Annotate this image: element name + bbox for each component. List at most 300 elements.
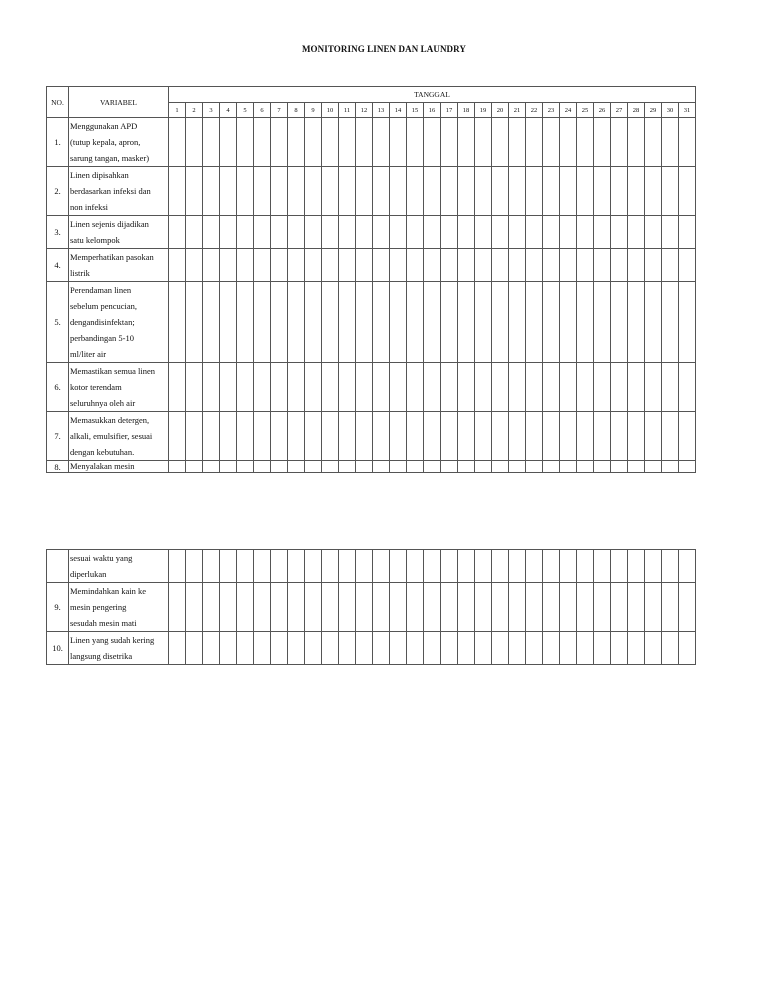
check-cell-day-19[interactable]	[475, 412, 492, 461]
check-cell-day-31[interactable]	[679, 167, 696, 216]
check-cell-day-4[interactable]	[220, 118, 237, 167]
check-cell-day-1[interactable]	[169, 363, 186, 412]
check-cell-day-1[interactable]	[169, 550, 186, 583]
check-cell-day-22[interactable]	[526, 118, 543, 167]
check-cell-day-18[interactable]	[458, 118, 475, 167]
check-cell-day-13[interactable]	[373, 118, 390, 167]
check-cell-day-14[interactable]	[390, 282, 407, 363]
check-cell-day-12[interactable]	[356, 282, 373, 363]
check-cell-day-2[interactable]	[186, 363, 203, 412]
check-cell-day-27[interactable]	[611, 461, 628, 473]
check-cell-day-11[interactable]	[339, 118, 356, 167]
check-cell-day-10[interactable]	[322, 118, 339, 167]
check-cell-day-16[interactable]	[424, 550, 441, 583]
check-cell-day-18[interactable]	[458, 461, 475, 473]
check-cell-day-10[interactable]	[322, 167, 339, 216]
check-cell-day-21[interactable]	[509, 167, 526, 216]
check-cell-day-16[interactable]	[424, 632, 441, 665]
check-cell-day-5[interactable]	[237, 282, 254, 363]
check-cell-day-17[interactable]	[441, 412, 458, 461]
check-cell-day-19[interactable]	[475, 363, 492, 412]
check-cell-day-2[interactable]	[186, 167, 203, 216]
check-cell-day-23[interactable]	[543, 632, 560, 665]
check-cell-day-30[interactable]	[662, 632, 679, 665]
check-cell-day-15[interactable]	[407, 167, 424, 216]
check-cell-day-18[interactable]	[458, 249, 475, 282]
check-cell-day-18[interactable]	[458, 363, 475, 412]
check-cell-day-29[interactable]	[645, 412, 662, 461]
check-cell-day-8[interactable]	[288, 412, 305, 461]
check-cell-day-5[interactable]	[237, 583, 254, 632]
check-cell-day-9[interactable]	[305, 167, 322, 216]
check-cell-day-23[interactable]	[543, 363, 560, 412]
check-cell-day-4[interactable]	[220, 282, 237, 363]
check-cell-day-14[interactable]	[390, 167, 407, 216]
check-cell-day-30[interactable]	[662, 282, 679, 363]
check-cell-day-12[interactable]	[356, 412, 373, 461]
check-cell-day-29[interactable]	[645, 282, 662, 363]
check-cell-day-19[interactable]	[475, 118, 492, 167]
check-cell-day-17[interactable]	[441, 216, 458, 249]
check-cell-day-29[interactable]	[645, 461, 662, 473]
check-cell-day-19[interactable]	[475, 632, 492, 665]
check-cell-day-20[interactable]	[492, 461, 509, 473]
check-cell-day-1[interactable]	[169, 412, 186, 461]
check-cell-day-23[interactable]	[543, 550, 560, 583]
check-cell-day-19[interactable]	[475, 461, 492, 473]
check-cell-day-28[interactable]	[628, 216, 645, 249]
check-cell-day-26[interactable]	[594, 249, 611, 282]
check-cell-day-28[interactable]	[628, 583, 645, 632]
check-cell-day-9[interactable]	[305, 363, 322, 412]
check-cell-day-7[interactable]	[271, 461, 288, 473]
check-cell-day-19[interactable]	[475, 216, 492, 249]
check-cell-day-4[interactable]	[220, 167, 237, 216]
check-cell-day-9[interactable]	[305, 282, 322, 363]
check-cell-day-25[interactable]	[577, 583, 594, 632]
check-cell-day-2[interactable]	[186, 632, 203, 665]
check-cell-day-29[interactable]	[645, 118, 662, 167]
check-cell-day-14[interactable]	[390, 550, 407, 583]
check-cell-day-8[interactable]	[288, 249, 305, 282]
check-cell-day-6[interactable]	[254, 363, 271, 412]
check-cell-day-4[interactable]	[220, 550, 237, 583]
check-cell-day-18[interactable]	[458, 167, 475, 216]
check-cell-day-16[interactable]	[424, 461, 441, 473]
check-cell-day-27[interactable]	[611, 632, 628, 665]
check-cell-day-20[interactable]	[492, 632, 509, 665]
check-cell-day-6[interactable]	[254, 167, 271, 216]
check-cell-day-16[interactable]	[424, 216, 441, 249]
check-cell-day-20[interactable]	[492, 249, 509, 282]
check-cell-day-12[interactable]	[356, 363, 373, 412]
check-cell-day-30[interactable]	[662, 363, 679, 412]
check-cell-day-21[interactable]	[509, 412, 526, 461]
check-cell-day-19[interactable]	[475, 167, 492, 216]
check-cell-day-11[interactable]	[339, 412, 356, 461]
check-cell-day-28[interactable]	[628, 412, 645, 461]
check-cell-day-17[interactable]	[441, 282, 458, 363]
check-cell-day-2[interactable]	[186, 550, 203, 583]
check-cell-day-6[interactable]	[254, 249, 271, 282]
check-cell-day-26[interactable]	[594, 216, 611, 249]
check-cell-day-29[interactable]	[645, 249, 662, 282]
check-cell-day-3[interactable]	[203, 167, 220, 216]
check-cell-day-21[interactable]	[509, 632, 526, 665]
check-cell-day-7[interactable]	[271, 412, 288, 461]
check-cell-day-30[interactable]	[662, 412, 679, 461]
check-cell-day-13[interactable]	[373, 583, 390, 632]
check-cell-day-25[interactable]	[577, 249, 594, 282]
check-cell-day-16[interactable]	[424, 118, 441, 167]
check-cell-day-24[interactable]	[560, 167, 577, 216]
check-cell-day-9[interactable]	[305, 461, 322, 473]
check-cell-day-8[interactable]	[288, 461, 305, 473]
check-cell-day-5[interactable]	[237, 632, 254, 665]
check-cell-day-12[interactable]	[356, 583, 373, 632]
check-cell-day-6[interactable]	[254, 550, 271, 583]
check-cell-day-1[interactable]	[169, 216, 186, 249]
check-cell-day-11[interactable]	[339, 550, 356, 583]
check-cell-day-8[interactable]	[288, 282, 305, 363]
check-cell-day-17[interactable]	[441, 583, 458, 632]
check-cell-day-1[interactable]	[169, 118, 186, 167]
check-cell-day-31[interactable]	[679, 461, 696, 473]
check-cell-day-16[interactable]	[424, 363, 441, 412]
check-cell-day-27[interactable]	[611, 118, 628, 167]
check-cell-day-13[interactable]	[373, 167, 390, 216]
check-cell-day-4[interactable]	[220, 412, 237, 461]
check-cell-day-19[interactable]	[475, 282, 492, 363]
check-cell-day-23[interactable]	[543, 167, 560, 216]
check-cell-day-1[interactable]	[169, 632, 186, 665]
check-cell-day-26[interactable]	[594, 461, 611, 473]
check-cell-day-1[interactable]	[169, 461, 186, 473]
check-cell-day-11[interactable]	[339, 583, 356, 632]
check-cell-day-9[interactable]	[305, 412, 322, 461]
check-cell-day-25[interactable]	[577, 550, 594, 583]
check-cell-day-15[interactable]	[407, 282, 424, 363]
check-cell-day-7[interactable]	[271, 632, 288, 665]
check-cell-day-19[interactable]	[475, 550, 492, 583]
check-cell-day-22[interactable]	[526, 167, 543, 216]
check-cell-day-29[interactable]	[645, 216, 662, 249]
check-cell-day-20[interactable]	[492, 118, 509, 167]
check-cell-day-15[interactable]	[407, 550, 424, 583]
check-cell-day-8[interactable]	[288, 550, 305, 583]
check-cell-day-21[interactable]	[509, 461, 526, 473]
check-cell-day-25[interactable]	[577, 282, 594, 363]
check-cell-day-9[interactable]	[305, 249, 322, 282]
check-cell-day-10[interactable]	[322, 282, 339, 363]
check-cell-day-3[interactable]	[203, 216, 220, 249]
check-cell-day-10[interactable]	[322, 632, 339, 665]
check-cell-day-29[interactable]	[645, 583, 662, 632]
check-cell-day-14[interactable]	[390, 461, 407, 473]
check-cell-day-9[interactable]	[305, 632, 322, 665]
check-cell-day-27[interactable]	[611, 249, 628, 282]
check-cell-day-20[interactable]	[492, 363, 509, 412]
check-cell-day-22[interactable]	[526, 249, 543, 282]
check-cell-day-6[interactable]	[254, 412, 271, 461]
check-cell-day-24[interactable]	[560, 282, 577, 363]
check-cell-day-26[interactable]	[594, 167, 611, 216]
check-cell-day-24[interactable]	[560, 216, 577, 249]
check-cell-day-2[interactable]	[186, 583, 203, 632]
check-cell-day-15[interactable]	[407, 363, 424, 412]
check-cell-day-22[interactable]	[526, 282, 543, 363]
check-cell-day-3[interactable]	[203, 550, 220, 583]
check-cell-day-13[interactable]	[373, 249, 390, 282]
check-cell-day-14[interactable]	[390, 118, 407, 167]
check-cell-day-5[interactable]	[237, 118, 254, 167]
check-cell-day-23[interactable]	[543, 118, 560, 167]
check-cell-day-7[interactable]	[271, 550, 288, 583]
check-cell-day-3[interactable]	[203, 249, 220, 282]
check-cell-day-8[interactable]	[288, 363, 305, 412]
check-cell-day-25[interactable]	[577, 412, 594, 461]
check-cell-day-28[interactable]	[628, 118, 645, 167]
check-cell-day-27[interactable]	[611, 363, 628, 412]
check-cell-day-8[interactable]	[288, 167, 305, 216]
check-cell-day-18[interactable]	[458, 412, 475, 461]
check-cell-day-11[interactable]	[339, 461, 356, 473]
check-cell-day-10[interactable]	[322, 412, 339, 461]
check-cell-day-23[interactable]	[543, 461, 560, 473]
check-cell-day-28[interactable]	[628, 249, 645, 282]
check-cell-day-12[interactable]	[356, 461, 373, 473]
check-cell-day-8[interactable]	[288, 216, 305, 249]
check-cell-day-27[interactable]	[611, 550, 628, 583]
check-cell-day-6[interactable]	[254, 282, 271, 363]
check-cell-day-29[interactable]	[645, 632, 662, 665]
check-cell-day-12[interactable]	[356, 167, 373, 216]
check-cell-day-22[interactable]	[526, 632, 543, 665]
check-cell-day-2[interactable]	[186, 249, 203, 282]
check-cell-day-25[interactable]	[577, 167, 594, 216]
check-cell-day-17[interactable]	[441, 167, 458, 216]
check-cell-day-14[interactable]	[390, 583, 407, 632]
check-cell-day-30[interactable]	[662, 118, 679, 167]
check-cell-day-2[interactable]	[186, 412, 203, 461]
check-cell-day-5[interactable]	[237, 363, 254, 412]
check-cell-day-27[interactable]	[611, 216, 628, 249]
check-cell-day-15[interactable]	[407, 249, 424, 282]
check-cell-day-15[interactable]	[407, 461, 424, 473]
check-cell-day-7[interactable]	[271, 167, 288, 216]
check-cell-day-18[interactable]	[458, 216, 475, 249]
check-cell-day-28[interactable]	[628, 632, 645, 665]
check-cell-day-3[interactable]	[203, 118, 220, 167]
check-cell-day-29[interactable]	[645, 550, 662, 583]
check-cell-day-29[interactable]	[645, 167, 662, 216]
check-cell-day-31[interactable]	[679, 249, 696, 282]
check-cell-day-13[interactable]	[373, 282, 390, 363]
check-cell-day-31[interactable]	[679, 216, 696, 249]
check-cell-day-30[interactable]	[662, 167, 679, 216]
check-cell-day-16[interactable]	[424, 412, 441, 461]
check-cell-day-29[interactable]	[645, 363, 662, 412]
check-cell-day-22[interactable]	[526, 216, 543, 249]
check-cell-day-10[interactable]	[322, 583, 339, 632]
check-cell-day-21[interactable]	[509, 583, 526, 632]
check-cell-day-1[interactable]	[169, 167, 186, 216]
check-cell-day-7[interactable]	[271, 216, 288, 249]
check-cell-day-2[interactable]	[186, 282, 203, 363]
check-cell-day-1[interactable]	[169, 249, 186, 282]
check-cell-day-22[interactable]	[526, 583, 543, 632]
check-cell-day-1[interactable]	[169, 282, 186, 363]
check-cell-day-30[interactable]	[662, 550, 679, 583]
check-cell-day-3[interactable]	[203, 412, 220, 461]
check-cell-day-22[interactable]	[526, 550, 543, 583]
check-cell-day-1[interactable]	[169, 583, 186, 632]
check-cell-day-9[interactable]	[305, 118, 322, 167]
check-cell-day-9[interactable]	[305, 550, 322, 583]
check-cell-day-4[interactable]	[220, 363, 237, 412]
check-cell-day-18[interactable]	[458, 583, 475, 632]
check-cell-day-6[interactable]	[254, 118, 271, 167]
check-cell-day-10[interactable]	[322, 461, 339, 473]
check-cell-day-19[interactable]	[475, 583, 492, 632]
check-cell-day-20[interactable]	[492, 412, 509, 461]
check-cell-day-10[interactable]	[322, 550, 339, 583]
check-cell-day-23[interactable]	[543, 282, 560, 363]
check-cell-day-11[interactable]	[339, 249, 356, 282]
check-cell-day-31[interactable]	[679, 412, 696, 461]
check-cell-day-27[interactable]	[611, 282, 628, 363]
check-cell-day-21[interactable]	[509, 249, 526, 282]
check-cell-day-26[interactable]	[594, 363, 611, 412]
check-cell-day-7[interactable]	[271, 583, 288, 632]
check-cell-day-24[interactable]	[560, 412, 577, 461]
check-cell-day-25[interactable]	[577, 118, 594, 167]
check-cell-day-13[interactable]	[373, 632, 390, 665]
check-cell-day-22[interactable]	[526, 363, 543, 412]
check-cell-day-5[interactable]	[237, 461, 254, 473]
check-cell-day-3[interactable]	[203, 282, 220, 363]
check-cell-day-2[interactable]	[186, 118, 203, 167]
check-cell-day-18[interactable]	[458, 632, 475, 665]
check-cell-day-14[interactable]	[390, 632, 407, 665]
check-cell-day-3[interactable]	[203, 583, 220, 632]
check-cell-day-24[interactable]	[560, 583, 577, 632]
check-cell-day-17[interactable]	[441, 461, 458, 473]
check-cell-day-20[interactable]	[492, 550, 509, 583]
check-cell-day-26[interactable]	[594, 412, 611, 461]
check-cell-day-10[interactable]	[322, 216, 339, 249]
check-cell-day-20[interactable]	[492, 167, 509, 216]
check-cell-day-31[interactable]	[679, 363, 696, 412]
check-cell-day-26[interactable]	[594, 632, 611, 665]
check-cell-day-20[interactable]	[492, 282, 509, 363]
check-cell-day-13[interactable]	[373, 412, 390, 461]
check-cell-day-30[interactable]	[662, 583, 679, 632]
check-cell-day-30[interactable]	[662, 216, 679, 249]
check-cell-day-7[interactable]	[271, 249, 288, 282]
check-cell-day-30[interactable]	[662, 249, 679, 282]
check-cell-day-24[interactable]	[560, 249, 577, 282]
check-cell-day-7[interactable]	[271, 282, 288, 363]
check-cell-day-15[interactable]	[407, 412, 424, 461]
check-cell-day-18[interactable]	[458, 550, 475, 583]
check-cell-day-15[interactable]	[407, 632, 424, 665]
check-cell-day-5[interactable]	[237, 249, 254, 282]
check-cell-day-14[interactable]	[390, 412, 407, 461]
check-cell-day-5[interactable]	[237, 550, 254, 583]
check-cell-day-20[interactable]	[492, 216, 509, 249]
check-cell-day-14[interactable]	[390, 249, 407, 282]
check-cell-day-27[interactable]	[611, 583, 628, 632]
check-cell-day-5[interactable]	[237, 216, 254, 249]
check-cell-day-13[interactable]	[373, 363, 390, 412]
check-cell-day-26[interactable]	[594, 282, 611, 363]
check-cell-day-20[interactable]	[492, 583, 509, 632]
check-cell-day-5[interactable]	[237, 412, 254, 461]
check-cell-day-10[interactable]	[322, 249, 339, 282]
check-cell-day-21[interactable]	[509, 282, 526, 363]
check-cell-day-28[interactable]	[628, 363, 645, 412]
check-cell-day-8[interactable]	[288, 583, 305, 632]
check-cell-day-22[interactable]	[526, 412, 543, 461]
check-cell-day-5[interactable]	[237, 167, 254, 216]
check-cell-day-4[interactable]	[220, 249, 237, 282]
check-cell-day-24[interactable]	[560, 118, 577, 167]
check-cell-day-9[interactable]	[305, 216, 322, 249]
check-cell-day-17[interactable]	[441, 249, 458, 282]
check-cell-day-28[interactable]	[628, 461, 645, 473]
check-cell-day-6[interactable]	[254, 461, 271, 473]
check-cell-day-31[interactable]	[679, 550, 696, 583]
check-cell-day-6[interactable]	[254, 632, 271, 665]
check-cell-day-28[interactable]	[628, 282, 645, 363]
check-cell-day-11[interactable]	[339, 363, 356, 412]
check-cell-day-13[interactable]	[373, 461, 390, 473]
check-cell-day-27[interactable]	[611, 167, 628, 216]
check-cell-day-31[interactable]	[679, 118, 696, 167]
check-cell-day-17[interactable]	[441, 550, 458, 583]
check-cell-day-30[interactable]	[662, 461, 679, 473]
check-cell-day-21[interactable]	[509, 216, 526, 249]
check-cell-day-2[interactable]	[186, 461, 203, 473]
check-cell-day-17[interactable]	[441, 363, 458, 412]
check-cell-day-11[interactable]	[339, 632, 356, 665]
check-cell-day-25[interactable]	[577, 363, 594, 412]
check-cell-day-24[interactable]	[560, 550, 577, 583]
check-cell-day-25[interactable]	[577, 461, 594, 473]
check-cell-day-7[interactable]	[271, 118, 288, 167]
check-cell-day-24[interactable]	[560, 363, 577, 412]
check-cell-day-3[interactable]	[203, 461, 220, 473]
check-cell-day-11[interactable]	[339, 216, 356, 249]
check-cell-day-6[interactable]	[254, 583, 271, 632]
check-cell-day-4[interactable]	[220, 583, 237, 632]
check-cell-day-21[interactable]	[509, 363, 526, 412]
check-cell-day-13[interactable]	[373, 550, 390, 583]
check-cell-day-4[interactable]	[220, 632, 237, 665]
check-cell-day-3[interactable]	[203, 632, 220, 665]
check-cell-day-26[interactable]	[594, 550, 611, 583]
check-cell-day-14[interactable]	[390, 363, 407, 412]
check-cell-day-13[interactable]	[373, 216, 390, 249]
check-cell-day-16[interactable]	[424, 282, 441, 363]
check-cell-day-23[interactable]	[543, 216, 560, 249]
check-cell-day-4[interactable]	[220, 461, 237, 473]
check-cell-day-24[interactable]	[560, 461, 577, 473]
check-cell-day-11[interactable]	[339, 167, 356, 216]
check-cell-day-31[interactable]	[679, 282, 696, 363]
check-cell-day-31[interactable]	[679, 583, 696, 632]
